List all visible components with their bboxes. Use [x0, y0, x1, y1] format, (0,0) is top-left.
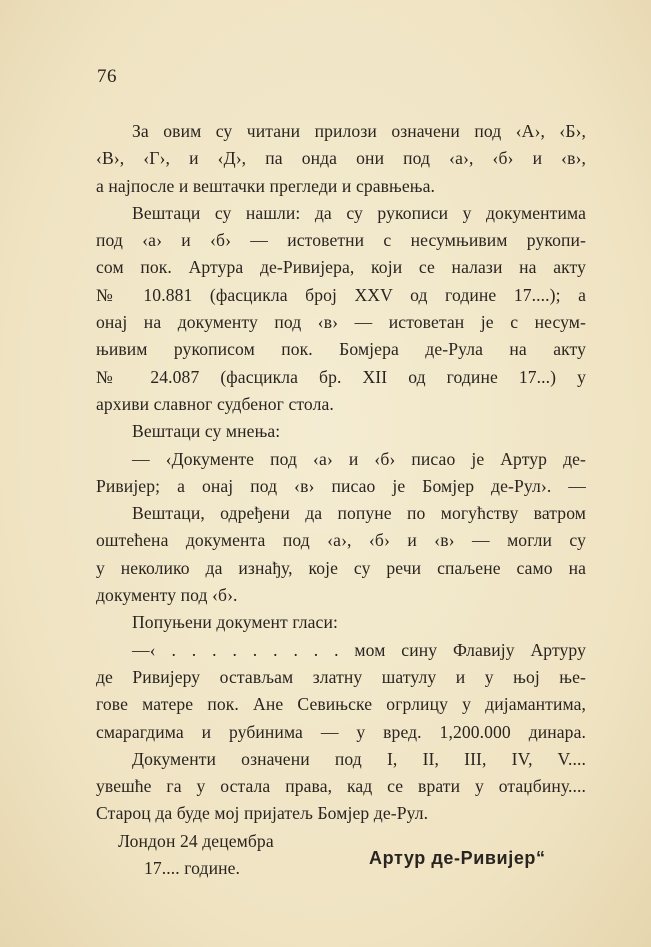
- text-line: гове матере пок. Ане Севињске огрлицу у дијамантима,: [96, 694, 586, 715]
- text-line: документу под ‹б›.: [96, 585, 238, 606]
- signature: Артур де-Ривијер“: [369, 848, 546, 868]
- text-line: Лондон 24 децембра: [118, 830, 274, 851]
- body-text: [96, 118, 586, 882]
- text-line: смарагдима и рубинима — у вред. 1,200.000 динара.: [96, 721, 586, 742]
- text-line: № 24.087 (фасцикла бр. XII од године 17...) у: [96, 366, 586, 387]
- text-line: 17.... године.: [144, 858, 241, 879]
- text-line: Ривијер; а онај под ‹в› писао је Бомјер де-Рул›. —: [96, 475, 586, 496]
- text-line: сом пок. Артура де-Ривијера, који се налази на акту: [96, 257, 586, 278]
- text-line: Староц да буде мој пријатељ Бомјер де-Рул.: [96, 803, 429, 824]
- page-number: 76: [97, 66, 117, 87]
- text-line: За овим су читани прилози означени под ‹А›, ‹Б›,: [132, 121, 586, 141]
- text-line: увешће га у остала права, кад се врати у отаџбину....: [96, 776, 586, 797]
- text-line: њивим рукописом пок. Бомјера де-Рула на акту: [96, 339, 586, 360]
- text-line: Вештаци су нашли: да су рукописи у документима: [132, 202, 586, 223]
- text-line: — ‹Документе под ‹а› и ‹б› писао је Артур де-: [132, 448, 586, 469]
- text-line: Вештаци, одређени да попуне по могућству ватром: [132, 503, 586, 524]
- text-line: ‹В›, ‹Г›, и ‹Д›, па онда они под ‹а›, ‹б› и ‹в›,: [96, 148, 586, 169]
- text-line: под ‹а› и ‹б› — истоветни с несумњивим рукопи-: [96, 230, 586, 251]
- text-line: у неколико да изнађу, које су речи спаљене само на: [96, 557, 586, 578]
- text-line: онај на документу под ‹в› — истоветан је с несум-: [96, 312, 586, 333]
- text-line: Документи означени под I, II, III, IV, V....: [132, 748, 586, 769]
- text-line: а најпосле и вештачки прегледи и сравњења.: [96, 175, 436, 196]
- text-line: де Ривијеру остављам златну шатулу и у њој ње-: [96, 666, 586, 687]
- text-line: —‹ . . . . . . . . . мом сину Флавију Артуру: [132, 639, 586, 660]
- text-line: оштећена документа под ‹а›, ‹б› и ‹в› — могли су: [96, 530, 586, 551]
- text-line: Попуњени документ гласи:: [132, 612, 338, 633]
- text-line: Вештаци су мнења:: [132, 421, 281, 442]
- text-line: архиви славног судбеног стола.: [96, 393, 334, 414]
- text-line: № 10.881 (фасцикла број XXV од године 17....); а: [96, 284, 586, 305]
